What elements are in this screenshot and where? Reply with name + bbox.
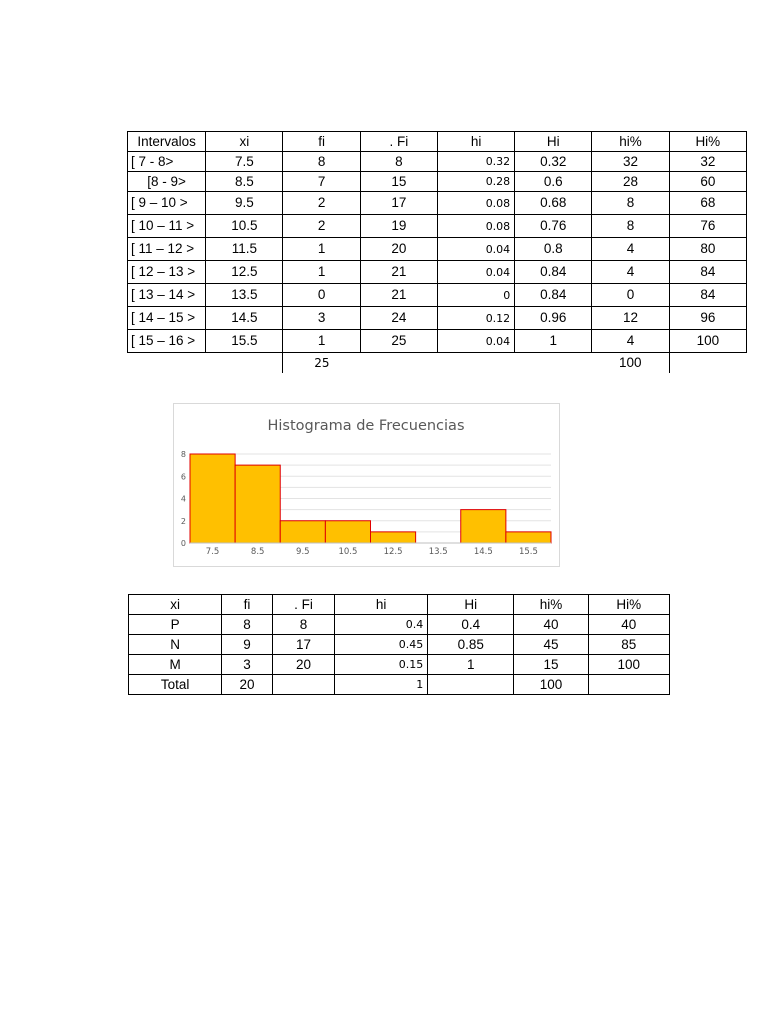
table-row (128, 330, 747, 353)
y-tick-label: 6 (180, 472, 186, 482)
table-cell: [ 9 – 10 > (128, 192, 206, 215)
empty-cell (128, 353, 206, 374)
table-cell: 1 (335, 675, 428, 695)
empty-cell (437, 353, 514, 374)
table-header-row (128, 132, 747, 152)
table-cell: 9.5 (206, 192, 283, 215)
y-tick-label: 0 (180, 539, 186, 548)
histogram-bar (325, 521, 370, 543)
table-cell: 24 (360, 307, 437, 330)
table-cell: 0 (437, 284, 514, 307)
table-cell: 8 (283, 152, 360, 172)
table-cell: 8 (222, 615, 273, 635)
table-cell: 80 (669, 238, 746, 261)
column-header: hi (335, 595, 428, 615)
table-cell: 0.32 (437, 152, 514, 172)
table-cell: 85 (588, 635, 669, 655)
table-cell: 100 (588, 655, 669, 675)
table-cell: 0.4 (335, 615, 428, 635)
table-row (128, 152, 747, 172)
column-header: Hi (428, 595, 514, 615)
table-cell: [ 15 – 16 > (128, 330, 206, 353)
y-tick-label: 2 (180, 516, 186, 526)
table-cell: 2 (283, 192, 360, 215)
total-fi: 25 (283, 353, 360, 374)
x-tick-label: 10.5 (338, 547, 358, 557)
table-cell: 17 (360, 192, 437, 215)
table-cell: 40 (588, 615, 669, 635)
table-cell: 0.4 (428, 615, 514, 635)
table-cell: 1 (283, 238, 360, 261)
column-header: . Fi (272, 595, 334, 615)
x-tick-label: 9.5 (296, 547, 310, 557)
table-cell: 12 (592, 307, 669, 330)
table-cell: 20 (272, 655, 334, 675)
histogram-bar (235, 465, 280, 543)
table-cell: 0.76 (515, 215, 592, 238)
table-cell: 60 (669, 172, 746, 192)
table-cell: 0.15 (335, 655, 428, 675)
table-cell: 12.5 (206, 261, 283, 284)
histogram-bar (280, 521, 325, 543)
table-cell: 8 (272, 615, 334, 635)
x-tick-label: 7.5 (205, 547, 220, 557)
total-row (129, 675, 670, 695)
y-tick-label: 8 (180, 450, 186, 459)
table-cell: 32 (592, 152, 669, 172)
table-cell: 0 (592, 284, 669, 307)
y-tick-label: 4 (180, 494, 186, 504)
table-cell: 19 (360, 215, 437, 238)
table-cell: 15 (514, 655, 588, 675)
table-header-row (129, 595, 670, 615)
x-tick-label: 8.5 (250, 547, 265, 557)
column-header: . Fi (360, 132, 437, 152)
x-tick-label: 14.5 (473, 547, 493, 557)
table-cell: 7 (283, 172, 360, 192)
table-cell: 0.8 (515, 238, 592, 261)
table-cell: 3 (283, 307, 360, 330)
empty-cell (669, 353, 746, 374)
column-header: hi% (592, 132, 669, 152)
column-header: Hi% (669, 132, 746, 152)
table-cell: 0.6 (515, 172, 592, 192)
table-cell: 0.96 (515, 307, 592, 330)
table-row (128, 238, 747, 261)
histogram-bar (461, 510, 506, 543)
table-cell: [ 14 – 15 > (128, 307, 206, 330)
table-cell: [ 13 – 14 > (128, 284, 206, 307)
table-row (128, 215, 747, 238)
table-row (128, 284, 747, 307)
table-cell: [ 12 – 13 > (128, 261, 206, 284)
column-header: fi (283, 132, 360, 152)
table-cell: [8 - 9> (128, 172, 206, 192)
table-row (129, 635, 670, 655)
table-row (128, 192, 747, 215)
table-cell: 0 (283, 284, 360, 307)
table-cell: 15 (360, 172, 437, 192)
histogram-bar (190, 454, 235, 543)
column-header: Intervalos (128, 132, 206, 152)
totals-row (128, 353, 747, 374)
table-cell: 40 (514, 615, 588, 635)
table-cell: 45 (514, 635, 588, 655)
table-cell (272, 675, 334, 695)
table-cell: Total (129, 675, 222, 695)
table-cell: 20 (222, 675, 273, 695)
table-cell: [ 11 – 12 > (128, 238, 206, 261)
table-cell: M (129, 655, 222, 675)
table-row (129, 655, 670, 675)
table-cell: 0.04 (437, 238, 514, 261)
table-cell: 11.5 (206, 238, 283, 261)
table-cell: 96 (669, 307, 746, 330)
table-cell: 15.5 (206, 330, 283, 353)
table-cell: [ 10 – 11 > (128, 215, 206, 238)
column-header: Hi% (588, 595, 669, 615)
table-cell: N (129, 635, 222, 655)
histogram-bar (506, 532, 551, 543)
total-hi-pct: 100 (619, 355, 642, 371)
table-cell: [ 7 - 8> (128, 152, 206, 172)
table-cell: 0.84 (515, 261, 592, 284)
histogram-bar (371, 532, 416, 543)
column-header: hi% (514, 595, 588, 615)
x-tick-label: 13.5 (428, 547, 448, 557)
table-cell: 14.5 (206, 307, 283, 330)
table-cell: 0.12 (437, 307, 514, 330)
table-cell: 28 (592, 172, 669, 192)
table-cell: 13.5 (206, 284, 283, 307)
histogram-chart (173, 403, 560, 567)
table-cell: 17 (272, 635, 334, 655)
table-cell: 3 (222, 655, 273, 675)
table-cell: 20 (360, 238, 437, 261)
empty-cell (206, 353, 283, 374)
table-cell: 21 (360, 284, 437, 307)
table-cell: 0.32 (515, 152, 592, 172)
table-cell: 1 (428, 655, 514, 675)
table-cell: 4 (592, 238, 669, 261)
table-row (129, 615, 670, 635)
table-cell: 8.5 (206, 172, 283, 192)
table-cell: 4 (592, 261, 669, 284)
column-header: xi (129, 595, 222, 615)
table-cell: 76 (669, 215, 746, 238)
table-cell: 68 (669, 192, 746, 215)
table-cell: 1 (515, 330, 592, 353)
empty-cell (515, 353, 592, 374)
column-header: fi (222, 595, 273, 615)
table-cell: P (129, 615, 222, 635)
table-cell (588, 675, 669, 695)
frequency-table (127, 131, 747, 373)
table-cell: 4 (592, 330, 669, 353)
table-cell: 7.5 (206, 152, 283, 172)
table-cell: 0.04 (437, 261, 514, 284)
column-header: hi (437, 132, 514, 152)
table-cell: 0.28 (437, 172, 514, 192)
table-cell: 2 (283, 215, 360, 238)
table-cell: 32 (669, 152, 746, 172)
table-cell: 84 (669, 284, 746, 307)
table-cell: 8 (360, 152, 437, 172)
table-cell: 84 (669, 261, 746, 284)
empty-cell (360, 353, 437, 374)
table-cell: 21 (360, 261, 437, 284)
table-cell: 0.08 (437, 192, 514, 215)
table-cell: 1 (283, 330, 360, 353)
summary-table (128, 594, 670, 695)
table-cell: 9 (222, 635, 273, 655)
table-cell: 25 (360, 330, 437, 353)
table-cell: 8 (592, 192, 669, 215)
table-cell: 100 (514, 675, 588, 695)
table-row (128, 172, 747, 192)
table-cell: 0.84 (515, 284, 592, 307)
x-tick-label: 15.5 (518, 547, 538, 557)
table-cell: 100 (669, 330, 746, 353)
table-row (128, 261, 747, 284)
column-header: Hi (515, 132, 592, 152)
table-cell: 0.85 (428, 635, 514, 655)
table-cell: 0.45 (335, 635, 428, 655)
table-cell: 8 (592, 215, 669, 238)
chart-title: Histograma de Frecuencias (267, 418, 465, 434)
table-cell: 0.68 (515, 192, 592, 215)
table-cell: 10.5 (206, 215, 283, 238)
table-cell: 1 (283, 261, 360, 284)
table-cell: 0.04 (437, 330, 514, 353)
table-cell: 0.08 (437, 215, 514, 238)
table-row (128, 307, 747, 330)
table-cell (428, 675, 514, 695)
column-header: xi (206, 132, 283, 152)
x-tick-label: 12.5 (383, 547, 403, 557)
